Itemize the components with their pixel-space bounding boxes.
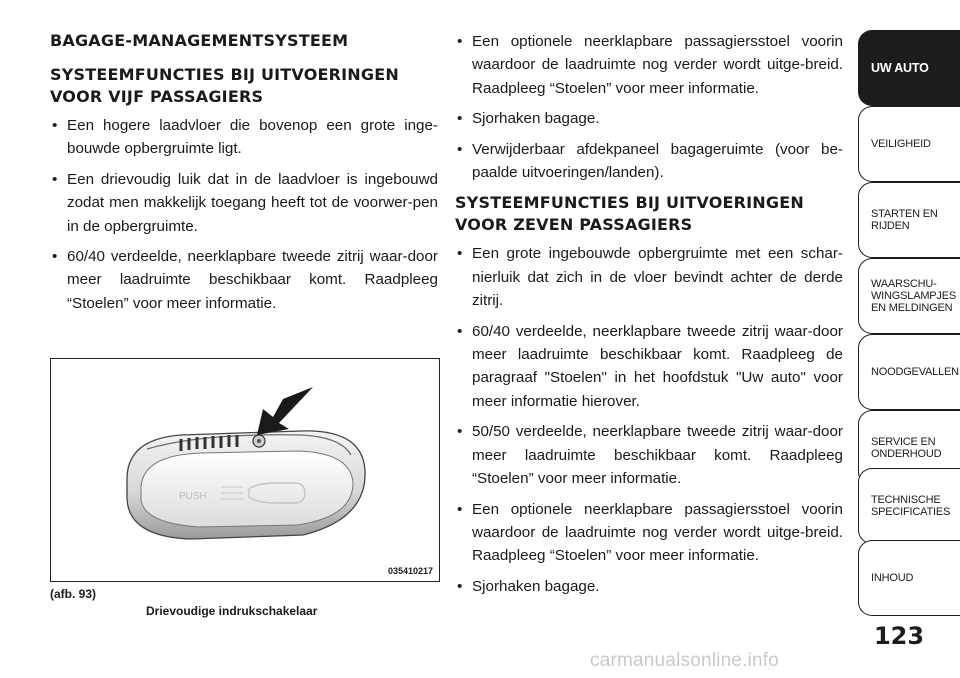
figure-title: Drievoudige indrukschakelaar — [146, 604, 318, 618]
tab-noodgevallen[interactable] — [858, 334, 960, 410]
list-item: • Een optionele neerklapbare passagiersstoel voorin waardoor de laadruimte nog verder wordt uitge-breid. Raadpleeg “Stoelen” voor meer informatie. — [455, 30, 843, 100]
tab-label: VEILIGHEID — [871, 138, 931, 150]
list-item: • Een hogere laadvloer die bovenop een grote inge-bouwde opbergruimte ligt. — [50, 114, 438, 161]
bullet-list-seven-passengers — [455, 242, 843, 598]
list-item: • Een optionele neerklapbare passagiersstoel voorin waardoor de laadruimte nog verder wordt uitge-breid. Raadpleeg “Stoelen” voor meer informatie. — [455, 498, 843, 568]
tab-waarschuwingslampjes[interactable] — [858, 258, 960, 334]
tab-label: WAARSCHU- WINGSLAMPJES EN MELDINGEN — [871, 278, 957, 314]
section-title: BAGAGE-MANAGEMENTSYSTEEM — [50, 31, 349, 50]
tab-label: STARTEN EN RIJDEN — [871, 208, 938, 232]
figure-push-switch — [50, 358, 440, 582]
tab-label: UW AUTO — [871, 61, 929, 75]
list-item: • Een grote ingebouwde opbergruimte met een schar-nierluik dat zich in de vloer bevindt achter de derde zitrij. — [455, 242, 843, 312]
section-subtitle-five-passengers: SYSTEEMFUNCTIES BIJ UITVOERINGEN VOOR VIJF PASSAGIERS — [50, 65, 399, 106]
watermark: carmanualsonline.info — [590, 650, 780, 671]
list-item: • Verwijderbaar afdekpaneel bagageruimte (voor be-paalde uitvoeringen/landen). — [455, 138, 843, 185]
section-subtitle-seven-passengers: SYSTEEMFUNCTIES BIJ UITVOERINGEN VOOR ZEVEN PASSAGIERS — [455, 193, 804, 235]
push-switch-illustration — [51, 359, 439, 581]
list-item: • Sjorhaken bagage. — [455, 575, 843, 598]
arrow-icon — [257, 387, 313, 435]
list-item: • Sjorhaken bagage. — [455, 107, 843, 130]
page-number: 123 — [873, 622, 925, 650]
tab-veiligheid[interactable] — [858, 106, 960, 182]
push-label: PUSH — [179, 491, 207, 502]
chapter-tabs — [858, 0, 960, 678]
right-column — [455, 30, 843, 605]
figure-code: 035410217 — [387, 566, 433, 576]
tab-starten-en-rijden[interactable] — [858, 182, 960, 258]
bullet-list-five-passengers — [50, 114, 438, 315]
figure-caption — [50, 586, 438, 620]
left-column — [50, 30, 438, 322]
tab-inhoud[interactable] — [858, 540, 960, 616]
list-item: • Een drievoudig luik dat in de laadvloer is ingebouwd zodat men makkelijk toegang heeft tot de voorwer-pen in de opbergruimte. — [50, 168, 438, 238]
tab-label: INHOUD — [871, 572, 914, 584]
list-item: • 60/40 verdeelde, neerklapbare tweede zitrij waar-door meer laadruimte beschikbaar komt. Raadpleeg de paragraaf "Stoelen" in het hoofdstuk "Uw auto" voor meer informatie hierover. — [455, 320, 843, 414]
tab-label: TECHNISCHE SPECIFICATIES — [871, 494, 951, 518]
tab-label: NOODGEVALLEN — [871, 366, 959, 378]
figure-number: (afb. 93) — [50, 587, 97, 601]
bullet-list-options — [455, 30, 843, 184]
list-item: • 50/50 verdeelde, neerklapbare tweede zitrij waar-door meer laadruimte beschikbaar komt. Raadpleeg “Stoelen” voor meer informatie. — [455, 420, 843, 490]
tab-label: SERVICE EN ONDERHOUD — [871, 436, 942, 460]
tab-technische-specificaties[interactable] — [858, 468, 960, 544]
list-item: • 60/40 verdeelde, neerklapbare tweede zitrij waar-door meer laadruimte beschikbaar komt. Raadpleeg “Stoelen” voor meer informatie. — [50, 245, 438, 315]
tab-uw-auto[interactable] — [858, 30, 960, 106]
